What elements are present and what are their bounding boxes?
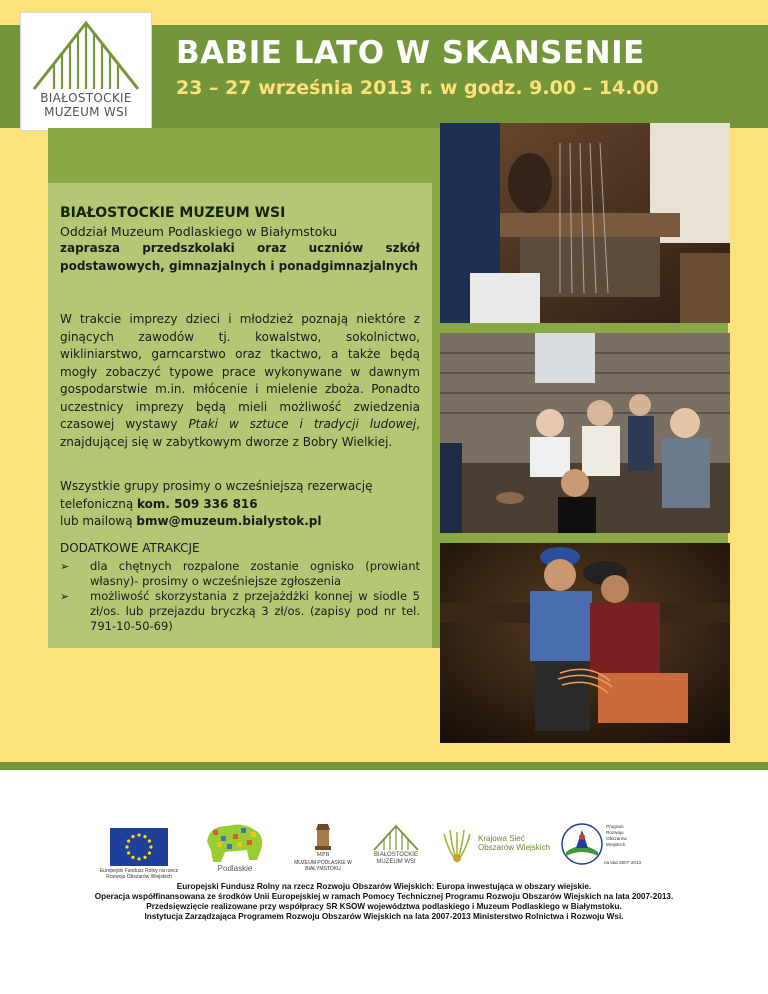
extra-item-1: dla chętnych rozpalone zostanie ognisko (prowiant własny)- prosimy o wcześniejsze zgłoszenia	[90, 559, 420, 588]
weaving-photo-image	[440, 123, 730, 323]
arrow-bullet-icon: ➢	[60, 590, 70, 603]
podlaskie-logo	[203, 820, 267, 864]
roof-logo-icon	[26, 17, 146, 93]
mpb-label: MPB	[316, 852, 330, 858]
description-text-1: W trakcie imprezy dzieci i młodzież poznają niektóre z ginących zawodów tj. kowalstwo, sokolnictwo, wikliniarstwo, garncarstwo oraz tkactwo, a także będą mogły zobaczyć typowe prace wykonywane w dawnym gospodarstwie m.in. młócenie i mielenie zboża. Ponadto uczestnicy imprezy będą mieli możliwość zwiedzenia czasowej wystawy	[60, 312, 420, 431]
list-item	[60, 589, 420, 634]
extra-item-2: możliwość skorzystania z przejażdżki konnej w siodle 5 zł/os. lub przejazdu bryczką 3 zł/os. (zapisy pod nr tel. 791-10-50-69)	[90, 589, 420, 633]
phone-number: kom. 509 336 816	[136, 496, 258, 511]
footer-divider	[0, 762, 768, 770]
event-dates: 23 – 27 września 2013 r. w godz. 9.00 – 14.00	[176, 77, 659, 99]
ksow-line-2: Obszarów Wiejskich	[478, 843, 551, 852]
photo-pottery	[440, 333, 730, 533]
contact-paragraph	[60, 478, 420, 531]
description-text-2: , znajdującej się w zabytkowym dworze z Bobry Wielkiej.	[60, 417, 421, 449]
prow-years: na lata 2007-2013	[604, 860, 642, 865]
event-title: BABIE LATO W SKANSENIE	[176, 35, 645, 71]
funding-notice	[0, 882, 768, 922]
photo-wicker	[440, 543, 730, 743]
eu-caption: Europejski Fundusz Rolny na rzecz Rozwoju Obszarów Wiejskich	[99, 868, 179, 880]
footer-line-4: Instytucja Zarządzająca Programem Rozwoju Obszarów Wiejskich na lata 2007-2013 Ministerstwo Rolnictwa i Rozwoju Wsi.	[144, 912, 624, 921]
exhibition-title: Ptaki w sztuce i tradycji ludowej	[188, 417, 417, 431]
arrow-bullet-icon: ➢	[60, 560, 70, 573]
logo-line-2: MUZEUM WSI	[44, 105, 128, 119]
wicker-photo-image	[440, 543, 730, 743]
small-roof-icon	[370, 822, 422, 852]
ksow-text	[478, 834, 550, 852]
mpb-caption: MUZEUM PODLASKIE W BIAŁYMSTOKU	[294, 860, 352, 872]
bmw-small-line-2: MUZEUM WSI	[376, 859, 416, 865]
podlaskie-label: Podlaskie	[217, 864, 253, 873]
ksow-line-1: Krajowa Sieć	[478, 834, 525, 843]
bmw-small-logo	[370, 822, 422, 868]
intro-line: Oddział Muzeum Podlaskiego w Białymstoku	[60, 223, 338, 239]
contact-text-1: Wszystkie grupy prosimy o wcześniejszą rezerwację telefoniczną	[60, 479, 373, 511]
extras-heading: DODATKOWE ATRAKCJE	[60, 541, 200, 555]
museum-heading: BIAŁOSTOCKIE MUZEUM WSI	[60, 205, 286, 221]
museum-logo	[20, 12, 152, 131]
photo-weaving	[440, 123, 730, 323]
list-item	[60, 559, 420, 589]
mpb-logo	[310, 822, 336, 852]
lantern-icon	[310, 822, 336, 852]
contact-text-2: lub mailową	[60, 514, 137, 528]
footer-line-1: Europejski Fundusz Rolny na rzecz Rozwoju Obszarów Wiejskich: Europa inwestująca w obszary wiejskie.	[176, 882, 592, 891]
footer-line-2: Operacja współfinansowana ze środków Unii Europejskiej w ramach Pomocy Technicznej Programu Rozwoju Obszarów Wiejskich na lata 2007-2013.	[94, 892, 674, 901]
email-link[interactable]: bmw@muzeum.bialystok.pl	[136, 514, 322, 528]
eu-stars-icon	[110, 828, 168, 866]
ksow-logo	[436, 822, 478, 864]
prow-caption: Program Rozwoju Obszarów Wiejskich	[606, 824, 627, 847]
bison-mosaic-icon	[203, 820, 267, 864]
wheat-icon	[436, 822, 478, 864]
bmw-small-line-1: BIAŁOSTOCKIE	[374, 852, 418, 858]
invitation-text: zaprasza przedszkolaki oraz uczniów szkół podstawowych, gimnazjalnych i ponadgimnazjalnych	[60, 241, 420, 273]
intro-section	[60, 205, 420, 275]
prow-emblem-icon	[560, 822, 604, 866]
description-paragraph	[60, 311, 420, 451]
extras-list	[60, 559, 420, 634]
prow-logo	[560, 822, 604, 866]
footer-line-3: Przedsięwzięcie realizowane przy współpracy SR KSOW województwa podlaskiego i Muzeum Podlaskiego w Białymstoku.	[146, 902, 622, 911]
logo-line-1: BIAŁOSTOCKIE	[40, 91, 132, 105]
pottery-photo-image	[440, 333, 730, 533]
eu-flag-logo	[110, 828, 168, 866]
extras-section	[60, 541, 420, 634]
